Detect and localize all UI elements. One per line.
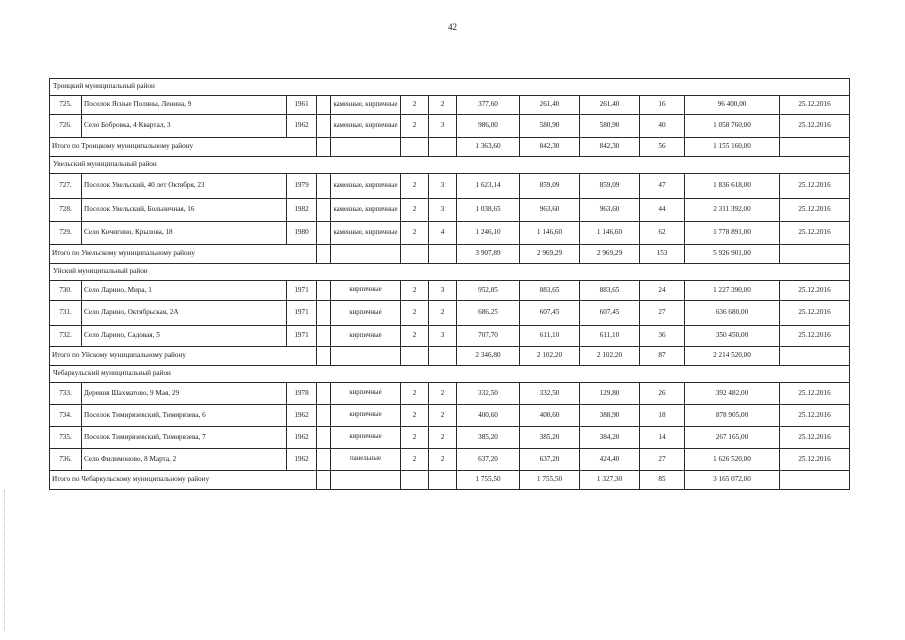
table-row	[50, 174, 850, 199]
entrances-cell: 4	[429, 222, 457, 245]
date-cell: 25.12.2016	[780, 281, 850, 301]
eligible-area-cell: 611,10	[580, 326, 640, 347]
district-header-row	[50, 366, 850, 383]
eligible-area-cell: 1 146,60	[580, 222, 640, 245]
row-number: 728.	[50, 199, 82, 222]
total-area-cell: 1 246,10	[457, 222, 520, 245]
residents-cell: 18	[640, 405, 685, 427]
empty-cell	[317, 471, 331, 490]
residential-area-cell: 261,40	[520, 96, 580, 115]
eligible-area-cell: 607,45	[580, 301, 640, 326]
residential-area-cell: 611,10	[520, 326, 580, 347]
floors-cell: 2	[401, 326, 429, 347]
empty-cell	[317, 245, 331, 264]
row-number: 731.	[50, 301, 82, 326]
year-cell: 1961	[287, 96, 317, 115]
total-area-cell: 400,60	[457, 405, 520, 427]
entrances-cell: 2	[429, 383, 457, 405]
row-number: 732.	[50, 326, 82, 347]
row-number: 729.	[50, 222, 82, 245]
cost-cell: 350 450,00	[685, 326, 780, 347]
cost-cell: 636 680,00	[685, 301, 780, 326]
cost-cell: 1 626 520,00	[685, 449, 780, 471]
date-cell: 25.12.2016	[780, 301, 850, 326]
total-area-cell: 2 346,80	[457, 347, 520, 366]
eligible-area-cell: 129,80	[580, 383, 640, 405]
district-name: Чебаркульский муниципальный район	[50, 366, 850, 383]
residents-cell: 27	[640, 301, 685, 326]
total-area-cell: 1 623,14	[457, 174, 520, 199]
eligible-area-cell: 261,40	[580, 96, 640, 115]
cost-cell: 1 778 891,00	[685, 222, 780, 245]
empty-cell	[317, 301, 331, 326]
empty-cell	[317, 383, 331, 405]
district-name: Уйский муниципальный район	[50, 264, 850, 281]
eligible-area-cell: 1 327,30	[580, 471, 640, 490]
row-number: 726.	[50, 115, 82, 138]
table-row	[50, 301, 850, 326]
address-cell: Поселок Тимирязевский, Тимирязева, 6	[82, 405, 287, 427]
residential-area-cell: 859,09	[520, 174, 580, 199]
floors-cell: 2	[401, 281, 429, 301]
residents-cell: 27	[640, 449, 685, 471]
floors-cell: 2	[401, 427, 429, 449]
empty-cell	[429, 347, 457, 366]
total-label: Итого по Троицкому муниципальному району	[50, 138, 317, 157]
residential-area-cell: 842,30	[520, 138, 580, 157]
date-cell: 25.12.2016	[780, 449, 850, 471]
empty-cell	[780, 347, 850, 366]
entrances-cell: 3	[429, 115, 457, 138]
entrances-cell: 2	[429, 96, 457, 115]
empty-cell	[780, 471, 850, 490]
cost-cell: 96 400,00	[685, 96, 780, 115]
empty-cell	[317, 96, 331, 115]
residential-area-cell: 2 969,29	[520, 245, 580, 264]
floors-cell: 2	[401, 301, 429, 326]
residential-area-cell: 637,20	[520, 449, 580, 471]
floors-cell: 2	[401, 383, 429, 405]
total-area-cell: 707,70	[457, 326, 520, 347]
total-area-cell: 986,00	[457, 115, 520, 138]
eligible-area-cell: 2 969,29	[580, 245, 640, 264]
wall-material-cell: каменные, кирпичные	[331, 199, 401, 222]
total-area-cell: 1 038,65	[457, 199, 520, 222]
address-cell: Село Ларино, Октябрьская, 2А	[82, 301, 287, 326]
address-cell: Поселок Увельский, Больничная, 16	[82, 199, 287, 222]
table-row	[50, 326, 850, 347]
table-row	[50, 222, 850, 245]
wall-material-cell: кирпичные	[331, 326, 401, 347]
address-cell: Поселок Тимирязевский, Тимирязева, 7	[82, 427, 287, 449]
page-number: 42	[448, 22, 457, 32]
table-row	[50, 115, 850, 138]
empty-cell	[401, 347, 429, 366]
residents-cell: 24	[640, 281, 685, 301]
scan-edge-marks	[4, 490, 6, 630]
eligible-area-cell: 388,90	[580, 405, 640, 427]
address-cell: Село Ларино, Мира, 1	[82, 281, 287, 301]
row-number: 733.	[50, 383, 82, 405]
year-cell: 1962	[287, 427, 317, 449]
year-cell: 1962	[287, 405, 317, 427]
address-cell: Село Бобровка, 4 Квартал, 3	[82, 115, 287, 138]
empty-cell	[317, 199, 331, 222]
table-row	[50, 427, 850, 449]
residential-area-cell: 607,45	[520, 301, 580, 326]
residential-area-cell: 385,20	[520, 427, 580, 449]
total-area-cell: 332,50	[457, 383, 520, 405]
total-area-cell: 3 907,89	[457, 245, 520, 264]
address-cell: Село Филимоново, 8 Марта, 2	[82, 449, 287, 471]
wall-material-cell: панельные	[331, 449, 401, 471]
district-total-row	[50, 245, 850, 264]
address-cell: Поселок Ясные Поляны, Ленина, 9	[82, 96, 287, 115]
entrances-cell: 3	[429, 326, 457, 347]
row-number: 734.	[50, 405, 82, 427]
cost-cell: 5 926 901,00	[685, 245, 780, 264]
year-cell: 1962	[287, 449, 317, 471]
residential-area-cell: 883,65	[520, 281, 580, 301]
row-number: 730.	[50, 281, 82, 301]
cost-cell: 1 227 390,00	[685, 281, 780, 301]
residential-area-cell: 1 755,50	[520, 471, 580, 490]
address-cell: Село Кичигино, Крылова, 18	[82, 222, 287, 245]
entrances-cell: 2	[429, 405, 457, 427]
table-row	[50, 383, 850, 405]
empty-cell	[317, 326, 331, 347]
floors-cell: 2	[401, 96, 429, 115]
date-cell: 25.12.2016	[780, 199, 850, 222]
housing-registry-table	[49, 78, 850, 490]
total-label: Итого по Уйскому муниципальному району	[50, 347, 317, 366]
empty-cell	[317, 138, 331, 157]
empty-cell	[429, 245, 457, 264]
date-cell: 25.12.2016	[780, 96, 850, 115]
wall-material-cell: кирпичные	[331, 281, 401, 301]
empty-cell	[317, 449, 331, 471]
residents-cell: 47	[640, 174, 685, 199]
row-number: 725.	[50, 96, 82, 115]
residents-cell: 14	[640, 427, 685, 449]
cost-cell: 1 836 618,00	[685, 174, 780, 199]
wall-material-cell: кирпичные	[331, 405, 401, 427]
total-area-cell: 637,20	[457, 449, 520, 471]
cost-cell: 3 165 072,00	[685, 471, 780, 490]
empty-cell	[401, 245, 429, 264]
empty-cell	[780, 245, 850, 264]
entrances-cell: 3	[429, 174, 457, 199]
registry-body	[50, 79, 850, 490]
row-number: 736.	[50, 449, 82, 471]
date-cell: 25.12.2016	[780, 427, 850, 449]
residents-cell: 36	[640, 326, 685, 347]
residents-cell: 44	[640, 199, 685, 222]
empty-cell	[331, 138, 401, 157]
entrances-cell: 2	[429, 301, 457, 326]
total-area-cell: 1 363,60	[457, 138, 520, 157]
date-cell: 25.12.2016	[780, 222, 850, 245]
wall-material-cell: каменные, кирпичные	[331, 174, 401, 199]
cost-cell: 2 311 392,00	[685, 199, 780, 222]
eligible-area-cell: 963,60	[580, 199, 640, 222]
row-number: 727.	[50, 174, 82, 199]
residents-cell: 16	[640, 96, 685, 115]
residents-cell: 85	[640, 471, 685, 490]
empty-cell	[317, 115, 331, 138]
residents-cell: 26	[640, 383, 685, 405]
year-cell: 1962	[287, 115, 317, 138]
cost-cell: 392 482,00	[685, 383, 780, 405]
year-cell: 1978	[287, 383, 317, 405]
district-total-row	[50, 138, 850, 157]
wall-material-cell: кирпичные	[331, 301, 401, 326]
date-cell: 25.12.2016	[780, 405, 850, 427]
residents-cell: 56	[640, 138, 685, 157]
empty-cell	[317, 222, 331, 245]
empty-cell	[317, 347, 331, 366]
entrances-cell: 3	[429, 199, 457, 222]
empty-cell	[331, 471, 401, 490]
empty-cell	[317, 174, 331, 199]
floors-cell: 2	[401, 405, 429, 427]
residents-cell: 87	[640, 347, 685, 366]
district-name: Увельский муниципальный район	[50, 157, 850, 174]
residential-area-cell: 2 102,20	[520, 347, 580, 366]
total-area-cell: 952,85	[457, 281, 520, 301]
district-header-row	[50, 79, 850, 96]
eligible-area-cell: 883,65	[580, 281, 640, 301]
total-area-cell: 686,25	[457, 301, 520, 326]
wall-material-cell: каменные, кирпичные	[331, 222, 401, 245]
empty-cell	[331, 245, 401, 264]
entrances-cell: 3	[429, 281, 457, 301]
date-cell: 25.12.2016	[780, 115, 850, 138]
cost-cell: 878 905,00	[685, 405, 780, 427]
eligible-area-cell: 384,20	[580, 427, 640, 449]
empty-cell	[429, 138, 457, 157]
total-area-cell: 385,20	[457, 427, 520, 449]
entrances-cell: 2	[429, 449, 457, 471]
district-name: Троицкий муниципальный район	[50, 79, 850, 96]
eligible-area-cell: 842,30	[580, 138, 640, 157]
total-label: Итого по Чебаркульскому муниципальному району	[50, 471, 317, 490]
total-label: Итого по Увельскому муниципальному району	[50, 245, 317, 264]
address-cell: Деревня Шахматово, 9 Мая, 29	[82, 383, 287, 405]
empty-cell	[317, 427, 331, 449]
year-cell: 1971	[287, 281, 317, 301]
total-area-cell: 377,60	[457, 96, 520, 115]
wall-material-cell: кирпичные	[331, 427, 401, 449]
eligible-area-cell: 580,90	[580, 115, 640, 138]
year-cell: 1979	[287, 174, 317, 199]
table-row	[50, 199, 850, 222]
floors-cell: 2	[401, 199, 429, 222]
district-header-row	[50, 157, 850, 174]
year-cell: 1971	[287, 301, 317, 326]
address-cell: Поселок Увельский, 40 лет Октября, 23	[82, 174, 287, 199]
total-area-cell: 1 755,50	[457, 471, 520, 490]
residents-cell: 153	[640, 245, 685, 264]
floors-cell: 2	[401, 222, 429, 245]
table-row	[50, 449, 850, 471]
floors-cell: 2	[401, 115, 429, 138]
table-row	[50, 96, 850, 115]
cost-cell: 2 214 520,00	[685, 347, 780, 366]
table-row	[50, 281, 850, 301]
district-total-row	[50, 471, 850, 490]
address-cell: Село Ларино, Садовая, 5	[82, 326, 287, 347]
year-cell: 1971	[287, 326, 317, 347]
year-cell: 1982	[287, 199, 317, 222]
eligible-area-cell: 859,09	[580, 174, 640, 199]
residential-area-cell: 963,60	[520, 199, 580, 222]
eligible-area-cell: 424,40	[580, 449, 640, 471]
floors-cell: 2	[401, 174, 429, 199]
date-cell: 25.12.2016	[780, 326, 850, 347]
residents-cell: 62	[640, 222, 685, 245]
district-header-row	[50, 264, 850, 281]
empty-cell	[331, 347, 401, 366]
residents-cell: 40	[640, 115, 685, 138]
residential-area-cell: 580,90	[520, 115, 580, 138]
eligible-area-cell: 2 102,20	[580, 347, 640, 366]
cost-cell: 1 155 160,00	[685, 138, 780, 157]
residential-area-cell: 400,60	[520, 405, 580, 427]
cost-cell: 1 058 760,00	[685, 115, 780, 138]
wall-material-cell: каменные, кирпичные	[331, 96, 401, 115]
empty-cell	[429, 471, 457, 490]
empty-cell	[317, 405, 331, 427]
wall-material-cell: кирпичные	[331, 383, 401, 405]
floors-cell: 2	[401, 449, 429, 471]
table-row	[50, 405, 850, 427]
row-number: 735.	[50, 427, 82, 449]
district-total-row	[50, 347, 850, 366]
date-cell: 25.12.2016	[780, 174, 850, 199]
year-cell: 1980	[287, 222, 317, 245]
entrances-cell: 2	[429, 427, 457, 449]
cost-cell: 267 165,00	[685, 427, 780, 449]
residential-area-cell: 1 146,60	[520, 222, 580, 245]
empty-cell	[401, 471, 429, 490]
empty-cell	[317, 281, 331, 301]
empty-cell	[401, 138, 429, 157]
empty-cell	[780, 138, 850, 157]
wall-material-cell: каменные, кирпичные	[331, 115, 401, 138]
residential-area-cell: 332,50	[520, 383, 580, 405]
date-cell: 25.12.2016	[780, 383, 850, 405]
